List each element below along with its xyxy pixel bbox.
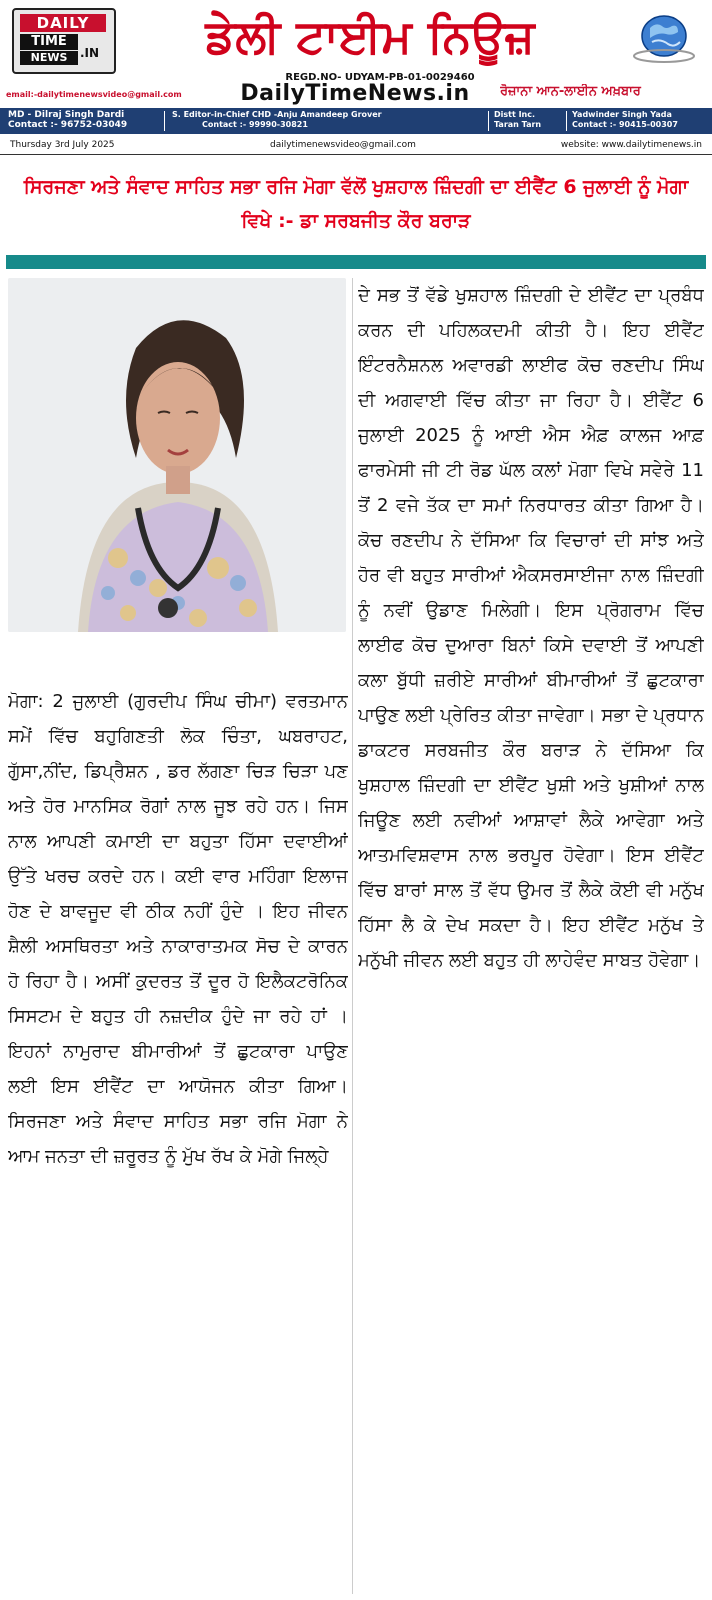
brand-logo[interactable] [12, 8, 116, 74]
article-body-right: ਦੇ ਸਭ ਤੋਂ ਵੱਡੇ ਖੁਸ਼ਹਾਲ ਜ਼ਿੰਦਗੀ ਦੇ ਈਵੈਂਟ ਦਾ ਪ੍ਰਬੰਧ ਕਰਨ ਦੀ ਪਹਿਲਕਦਮੀ ਕੀਤੀ ਹੈ। ਇਹ ਈਵੈਂਟ ਇੰਟਰਨੈਸ਼ਨਲ ਅਵਾਰਡੀ ਲਾਈਫ ਕੋਚ ਰਣਦੀਪ ਸਿੰਘ ਦੀ ਅਗਵਾਈ ਵਿੱਚ ਕੀਤਾ ਜਾ ਰਿਹਾ ਹੈ। ਈਵੈਂਟ 6 ਜੁਲਾਈ 2025 ਨੂੰ ਆਈ ਐਸ ਐਫ਼ ਕਾਲਜ ਆਫ਼ ਫਾਰਮੇਸੀ ਜੀ ਟੀ ਰੋਡ ਘੱਲ ਕਲਾਂ ਮੋਗਾ ਵਿਖੇ ਸਵੇਰੇ 11 ਤੋਂ 2 ਵਜੇ ਤੱਕ ਦਾ ਸਮਾਂ ਨਿਰਧਾਰਤ ਕੀਤਾ ਗਿਆ ਹੈ।ਕੋਚ ਰਣਦੀਪ ਨੇ ਦੱਸਿਆ ਕਿ ਵਿਚਾਰਾਂ ਦੀ ਸਾਂਝ ਅਤੇ ਹੋਰ ਵੀ ਬਹੁਤ ਸਾਰੀਆਂ ਐਕਸਰਸਾਈਜਾ ਨਾਲ ਜ਼ਿੰਦਗੀ ਨੂੰ ਨਵੀਂ ਉਡਾਣ ਮਿਲੇਗੀ। ਇਸ ਪ੍ਰੋਗਰਾਮ ਵਿੱਚ ਲਾਈਫ ਕੋਚ ਦੁਆਰਾ ਬਿਨਾਂ ਕਿਸੇ ਦਵਾਈ ਤੋਂ ਆਪਣੀ ਕਲਾ ਬੁੱਧੀ ਜ਼ਰੀਏ ਸਾਰੀਆਂ ਬੀਮਾਰੀਆਂ ਤੋਂ ਛੁਟਕਾਰਾ ਪਾਉਣ ਲਈ ਪ੍ਰੇਰਿਤ ਕੀਤਾ ਜਾਵੇਗਾ। ਸਭਾ ਦੇ ਪ੍ਰਧਾਨ ਡਾਕਟਰ ਸਰਬਜੀਤ ਕੌਰ ਬਰਾੜ ਨੇ ਦੱਸਿਆ ਕਿ ਖੁਸ਼ਹਾਲ ਜ਼ਿੰਦਗੀ ਦਾ ਈਵੈਂਟ ਖੁਸ਼ੀ ਅਤੇ ਖੁਸ਼ੀਆਂ ਨਾਲ ਜਿਊਣ ਲਈ ਨਵੀਆਂ ਆਸ਼ਾਵਾਂ ਲੈਕੇ ਆਵੇਗਾ ਅਤੇ ਆਤਮਵਿਸ਼ਵਾਸ ਨਾਲ ਭਰਪੂਰ ਹੋਵੇਗਾ। ਇਸ ਈਵੈਂਟ ਵਿੱਚ ਬਾਰਾਂ ਸਾਲ ਤੋਂ ਵੱਧ ਉਮਰ ਤੋਂ ਲੈਕੇ ਕੋਈ ਵੀ ਮਨੁੱਖ ਹਿੱਸਾ ਲੈ ਕੇ ਦੇਖ ਸਕਦਾ ਹੈ। ਇਹ ਈਵੈਂਟ ਮਨੁੱਖ ਤੇ ਮਨੁੱਖੀ ਜੀਵਨ ਲਈ ਬਹੁਤ ਹੀ ਲਾਹੇਵੰਦ ਸਾਬਤ ਹੋਵੇਗਾ। [358, 285, 704, 971]
yadwinder-contact: Contact :- 90415-00307 [572, 120, 678, 129]
editor-name: S. Editor-in-Chief CHD -Anju Amandeep Grover [172, 110, 382, 119]
dateline-website[interactable]: website: www.dailytimenews.in [560, 140, 702, 150]
edition-date: Thursday 3rd July 2025 [10, 140, 115, 150]
contact-md [8, 110, 158, 132]
logo-daily-text: DAILY [20, 14, 106, 32]
headline-divider [6, 255, 706, 269]
contact-bar [0, 108, 712, 134]
contact-divider [164, 111, 165, 131]
yadwinder-name: Yadwinder Singh Yada [572, 110, 672, 119]
brand-title: ਡੇਲੀ ਟਾਈਮ ਨਿਊਜ਼ [205, 9, 535, 63]
contact-yadwinder [572, 110, 710, 132]
district-place: Taran Tarn [494, 120, 542, 129]
masthead [0, 0, 712, 150]
logo-news-text: NEWS [20, 51, 78, 65]
article-headline: ਸਿਰਜਣਾ ਅਤੇ ਸੰਵਾਦ ਸਾਹਿਤ ਸਭਾ ਰਜਿ ਮੋਗਾ ਵੱਲੋਂ ਖੁਸ਼ਹਾਲ ਜ਼ਿੰਦਗੀ ਦਾ ਈਵੈਂਟ 6 ਜੁਲਾਈ ਨੂੰ ਮੋਗਾ ਵਿਖੇ :- ਡਾ ਸਰਬਜੀਤ ਕੌਰ ਬਰਾੜ [23, 176, 689, 232]
portrait-illustration [8, 278, 346, 632]
contact-divider [488, 111, 489, 131]
dateline [0, 136, 712, 155]
logo-time-text: TIME [20, 34, 78, 50]
md-contact: Contact :- 96752-03049 [8, 120, 128, 130]
tagline: ਰੋਜ਼ਾਨਾ ਆਨ-ਲਾਈਨ ਅਖ਼ਬਾਰ [500, 84, 641, 99]
site-name[interactable]: DailyTimeNews.in [240, 81, 470, 106]
contact-editor [172, 110, 412, 132]
portrait-photo [8, 278, 346, 632]
contact-divider [566, 111, 567, 131]
article-body-left: ਮੋਗਾ: 2 ਜੁਲਾਈ (ਗੁਰਦੀਪ ਸਿੰਘ ਚੀਮਾ) ਵਰਤਮਾਨ ਸਮੇਂ ਵਿੱਚ ਬਹੁਗਿਣਤੀ ਲੋਕ ਚਿੰਤਾ, ਘਬਰਾਹਟ, ਗੁੱਸਾ,ਨੀਂਦ, ਡਿਪ੍ਰੈਸ਼ਨ , ਡਰ ਲੱਗਣਾ ਚਿੜ ਚਿੜਾ ਪਣ ਅਤੇ ਹੋਰ ਮਾਨਸਿਕ ਰੋਗਾਂ ਨਾਲ ਜੂਝ ਰਹੇ ਹਨ। ਜਿਸ ਨਾਲ ਆਪਣੀ ਕਮਾਈ ਦਾ ਬਹੁਤਾ ਹਿੱਸਾ ਦਵਾਈਆਂ ਉੱਤੇ ਖਰਚ ਕਰਦੇ ਹਨ। ਕਈ ਵਾਰ ਮਹਿੰਗਾ ਇਲਾਜ ਹੋਣ ਦੇ ਬਾਵਜੂਦ ਵੀ ਠੀਕ ਨਹੀਂ ਹੁੰਦੇ । ਇਹ ਜੀਵਨ ਸ਼ੈਲੀ ਅਸਥਿਰਤਾ ਅਤੇ ਨਾਕਾਰਾਤਮਕ ਸੋਚ ਦੇ ਕਾਰਨ ਹੋ ਰਿਹਾ ਹੈ। ਅਸੀਂ ਕੁਦਰਤ ਤੋਂ ਦੂਰ ਹੋ ਇਲੈਕਟਰੋਨਿਕ ਸਿਸਟਮ ਦੇ ਬਹੁਤ ਹੀ ਨਜ਼ਦੀਕ ਹੁੰਦੇ ਜਾ ਰਹੇ ਹਾਂ । ਇਹਨਾਂ ਨਾਮੁਰਾਦ ਬੀਮਾਰੀਆਂ ਤੋਂ ਛੁਟਕਾਰਾ ਪਾਉਣ ਲਈ ਇਸ ਈਵੈਂਟ ਦਾ ਆਯੋਜਨ ਕੀਤਾ ਗਿਆ। ਸਿਰਜਣਾ ਅਤੇ ਸੰਵਾਦ ਸਾਹਿਤ ਸਭਾ ਰਜਿ ਮੋਗਾ ਨੇ ਆਮ ਜਨਤਾ ਦੀ ਜ਼ਰੂਰਤ ਨੂੰ ਮੁੱਖ ਰੱਖ ਕੇ ਮੋਗੇ ਜਿਲ੍ਹੇ [8, 691, 348, 1167]
md-name: MD - Dilraj Singh Dardi [8, 110, 125, 120]
logo-in-text: .IN [80, 46, 100, 60]
dateline-email[interactable]: dailytimenewsvideo@gmail.com [270, 140, 416, 150]
column-divider [352, 278, 353, 1594]
district-label: Distt Inc. [494, 110, 536, 119]
masthead-email[interactable]: email:-dailytimenewsvideo@gmail.com [6, 90, 182, 99]
contact-district [494, 110, 562, 132]
globe-icon [630, 12, 698, 66]
registration-number: REGD.NO- UDYAM-PB-01-0029460 [285, 72, 475, 83]
editor-contact: Contact :- 99990-30821 [202, 120, 308, 129]
